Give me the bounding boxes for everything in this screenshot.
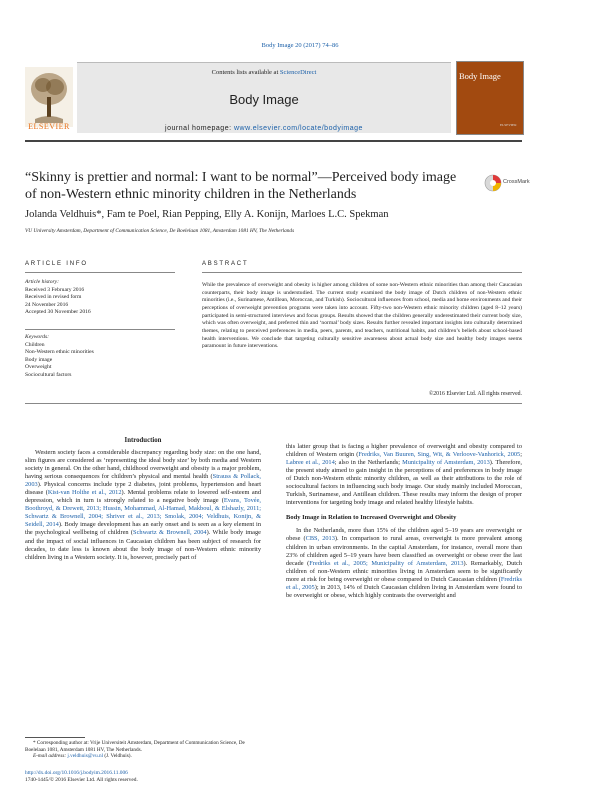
body-text: ). Physical concerns include type 2 diabetes, joint problems, hypertension and heart disease ( (25, 481, 261, 497)
citation-link[interactable]: Schwartz & Brownell, 2004 (133, 529, 207, 537)
body-text: ); in 2013, 14% of Dutch Caucasian children living in Amsterdam were found to be overweight or obese, which highly contrasts the overweight and (286, 583, 522, 599)
body-text: ). While body image and the impact of social influences in Caucasian children has been subject of research for decades, to date less is known about the body image of non-Western ethnic minority children living in a Western society. It is, however, precisely part of (25, 529, 261, 561)
contents-prefix: Contents lists available at (211, 69, 280, 76)
history-item: Received 3 February 2016 (25, 286, 85, 293)
keyword: Children (25, 341, 45, 348)
abstract-text: While the prevalence of overweight and obesity is higher among children of some non-Western ethnic minorities than among their Caucasian counterparts, their body image is understudied. The current study examined the body image of Dutch children of non-Western ethnic minorities (i.e., Surinamese, Antillean, Moroccan, and Turkish). Sociocultural influences from school, media and home environments and their perceptions of overweight prevention programs were taken into account. Fifty-two non-Western ethnic minority children (aged 8–12 years) participated in semi-structured interviews and focus groups. Results showed that the children generally underestimated their current body size, which was often overweight, and preferred thin and ‘normal’ body sizes. Results further revealed important insights into culturally determined themes, relating to perceived preferences in media, peers, parents, and teachers, nutritional habits, and children’s beliefs about school-based health interventions. We conclude that targeting culturally sensitive awareness about actual body size and healthy body images seems paramount in future interventions. (202, 282, 522, 350)
body-text: ; (520, 451, 522, 459)
citation-link[interactable]: Labree et al., 2014 (286, 459, 335, 467)
abstract-heading: ABSTRACT (202, 261, 249, 267)
citation-link[interactable]: CBS, 2013 (305, 535, 335, 543)
section-paragraph-1 (286, 527, 522, 599)
header-rule (25, 140, 522, 142)
crossmark-label: CrossMark (503, 179, 530, 185)
body-column-right (286, 443, 522, 600)
citation-link[interactable]: Evans, Tovée, Boothroyd, & Drewett, 2013; Hussin, Mohammad, Al-Hamad, Makboul, & Elshazly, 2011; Schwartz & Brownell, 2004; Shriver et al., 2013; Smolak, 2004; Veldhuis, Konijn, & Seidell, 2014 (25, 497, 261, 529)
email-suffix: (J. Veldhuis). (103, 753, 132, 759)
citation-link[interactable]: Fredriks et al., 2005; Municipality of Amsterdam, 2013 (309, 559, 464, 567)
body-text: ). In comparison to rural areas, overweight is more prevalent among children in urban environments. In the capital Amsterdam, for instance, overall more than 23% of children aged 5–19 years have been classified as overweight or obese over the last decade ( (286, 535, 522, 567)
history-divider (25, 329, 175, 330)
footnote-text: * Corresponding author at: Vrije Universiteit Amsterdam, Department of Communication Science, De Boelelaan 1081, Amsterdam 1081 HV, The Netherlands. (25, 740, 245, 753)
history-item: Received in revised form (25, 294, 82, 300)
keyword: Body image (25, 356, 53, 363)
intro-paragraph-1 (25, 449, 261, 562)
issn-line: 1740-1445/© 2016 Elsevier Ltd. All rights reserved. (25, 777, 138, 783)
intro-paragraph-2 (286, 443, 522, 507)
body-text: ; also in the Netherlands; (334, 459, 403, 467)
body-text: this latter group that is facing a higher prevalence of overweight and obesity compared to children of Western origin ( (286, 443, 522, 459)
body-text: ). Remarkably, Dutch children of non-Western ethnic minorities living in Amsterdam seem to be significantly more at risk for being overweight or obese compared to Dutch Caucasian children ( (286, 559, 522, 583)
citation-link[interactable]: Municipality of Amsterdam, 2013 (402, 459, 490, 467)
history-label: Article history: (25, 279, 60, 285)
citation-link[interactable]: Strauss & Pollack, 2003 (25, 473, 261, 489)
body-column-left (25, 449, 261, 562)
affiliation: VU University Amsterdam, Department of Communication Science, De Boelelaan 1081, Amsterdam 1081 HV, The Netherlands (25, 228, 295, 234)
cover-title: Body Image (459, 71, 501, 81)
body-text: ). Therefore, the present study aimed to gain insight in the perceptions of and preferences in body image of Dutch non-Western ethnic minority children, as well as their attributions to the role of sociocultural factors in influencing such body image. Our study mainly included Moroccan, Turkish, Surinamese, and Antillean children. These results may inform the design of proper interventions for targeting body image and related healthy lifestyle habits. (286, 459, 522, 507)
abstract-bottom-rule (25, 403, 522, 404)
introduction-heading: Introduction (124, 437, 162, 444)
author-list: Jolanda Veldhuis*, Fam te Poel, Rian Pepping, Elly A. Konijn, Marloes L.C. Spekman (25, 209, 389, 220)
contents-line (77, 69, 451, 76)
subsection-heading: Body Image in Relation to Increased Overweight and Obesity (286, 514, 457, 522)
article-info-rule (25, 272, 175, 273)
doi-block (25, 770, 138, 784)
journal-reference[interactable]: Body Image 20 (2017) 74–86 (261, 42, 339, 49)
keyword: Overweight (25, 364, 52, 370)
cover-publisher: ELSEVIER (500, 123, 517, 127)
keywords-label: Keywords: (25, 334, 50, 340)
journal-homepage (77, 125, 451, 132)
journal-name: Body Image (229, 92, 299, 107)
citation-link[interactable]: Kist-van Holthe et al., 2012 (47, 489, 122, 497)
citation-link[interactable]: Fredriks et al., 2005 (286, 575, 522, 591)
article-history (25, 279, 175, 317)
email-link[interactable]: j.veldhuis@vu.nl (67, 753, 104, 759)
crossmark-badge[interactable] (484, 172, 530, 194)
doi-link[interactable]: http://dx.doi.org/10.1016/j.bodyim.2016.11.006 (25, 770, 128, 776)
body-text: Western society faces a considerable discrepancy regarding body size: on the one hand, slim figures are considered as ‘representing the ideal body size’ by both media and Western society in general. On the other hand, childhood overweight and obesity is a major problem, having serious consequences for children’s physical and mental health ( (25, 449, 261, 481)
body-text: ). Mental problems relate to lowered self-esteem and depression, which in turn is strongly related to a negative body image ( (25, 489, 261, 505)
corresponding-author-footnote (25, 740, 261, 760)
article-info-heading: ARTICLE INFO (25, 261, 88, 267)
footnote-rule (25, 737, 85, 738)
history-item: 24 November 2016 (25, 301, 69, 308)
abstract-copyright: ©2016 Elsevier Ltd. All rights reserved. (428, 391, 522, 397)
abstract-rule (202, 272, 522, 273)
body-text: ). Body image development has an early onset and is seen as a key element in the psychological wellbeing of children ( (25, 521, 261, 537)
article-title: “Skinny is prettier and normal: I want to be normal”—Perceived body image of non-Western ethnic minority children in the Netherlands (25, 170, 457, 202)
citation-link[interactable]: Fredriks, Van Buuren, Sing, Wit, & Verloove-Vanhorick, 2005 (358, 451, 521, 459)
elsevier-wordmark: ELSEVIER (28, 122, 70, 131)
homepage-link[interactable]: www.elsevier.com/locate/bodyimage (233, 125, 363, 132)
homepage-prefix: journal homepage: (165, 125, 234, 132)
sciencedirect-link[interactable]: ScienceDirect (279, 69, 317, 76)
body-text: In the Netherlands, more than 15% of the children aged 5–19 years are overweight or obese ( (286, 527, 522, 543)
history-item: Accepted 30 November 2016 (25, 309, 91, 315)
keyword: Sociocultural factors (25, 371, 72, 378)
keywords (25, 334, 175, 379)
keyword: Non-Western ethnic minorities (25, 349, 94, 355)
email-label: E-mail address: (33, 753, 68, 759)
